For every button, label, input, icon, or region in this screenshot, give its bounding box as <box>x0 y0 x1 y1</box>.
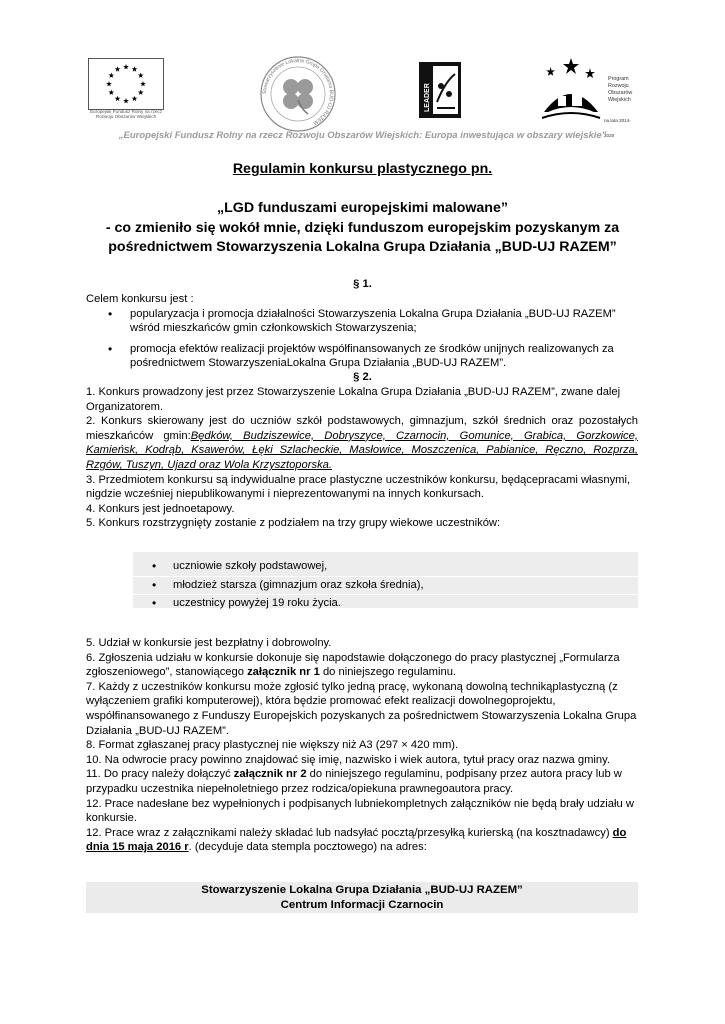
section-1-body <box>86 292 638 371</box>
list-item: • uczniowie szkoły podstawowej, <box>133 558 638 577</box>
eu-star-icon <box>123 98 129 103</box>
leader-logo <box>419 62 461 118</box>
lgd-ring-text: Stowarzyszenie Lokalna Grupa Działania BUD-UJ RAZEM <box>261 57 335 126</box>
eu-star-icon <box>115 66 121 71</box>
rule-3: 3. Przedmiotem konkursu są indywidualne prace plastyczne uczestników konkursu, będącepracami własnymi, nigdzie wcześniej niepublikowanymi i nieprezentowanymi na innych konkursach. <box>86 473 631 501</box>
leader-text: LEADER <box>424 83 431 112</box>
list-item: • promocja efektów realizacji projektów współfinansowanych ze środków unijnych realizowanych za pośrednictwem StowarzyszeniaLokalna Grupa Działania „BUD-UJ RAZEM”. <box>86 342 638 371</box>
rule-8: 8. Format zgłaszanej pracy plastycznej nie większy niż A3 (297 × 420 mm). <box>86 739 459 752</box>
address-line-1: Stowarzyszenie Lokalna Grupa Działania „BUD-UJ RAZEM” <box>201 884 523 896</box>
page-title: Regulamin konkursu plastycznego pn. <box>232 161 493 177</box>
prow-logo <box>538 56 638 138</box>
list-item: • uczestnicy powyżej 19 roku życia. <box>133 595 638 614</box>
age-groups-box <box>133 552 638 608</box>
rule-1: 1. Konkurs prowadzony jest przez Stowarzyszenie Lokalna Grupa Działania „BUD-UJ RAZEM”, zwane dalej Organizatorem. <box>86 386 621 413</box>
svg-text:Stowarzyszenie Lokalna Grupa D <box>262 58 334 126</box>
eu-flag-icon <box>88 58 164 110</box>
eu-star-icon <box>106 81 112 86</box>
list-item: • młodzież starsza (gimnazjum oraz szkoła średnia), <box>133 577 638 596</box>
rule-5b: 5. Udział w konkursie jest bezpłatny i dobrowolny. <box>86 637 332 649</box>
rule-4: 4. Konkurs jest jednoetapowy. <box>86 502 235 515</box>
rules-body <box>86 636 638 855</box>
eu-star-icon <box>132 66 138 71</box>
lgd-logo <box>258 54 338 134</box>
gminy-list: Będków, Budziszewice, Dobryszyce, Czarnocin, Gomunice, Grabica, Gorzkowice, Kamieńsk, Kodrąb, Ksawerów, Łęki Szlacheckie, Masłowice, Moszczenica, Pabianice, Ręczno, Rozprza, Rzgów, Tuszyn, Ujazd oraz Wola Krzysztoporska. <box>86 429 638 471</box>
contest-name: „LGD funduszami europejskimi malowane” <box>217 200 508 216</box>
rule-12b: 12. Prace wraz z załącznikami należy składać lub nadsyłać pocztą/przesyłką kurierską (na kosztnadawcy) do dnia 15 maja 2016 r. (decyduje data stempla pocztowego) na adres: <box>86 826 627 854</box>
section-1-heading: § 1. <box>353 278 372 290</box>
prow-years: na lata 2014-2020 <box>604 118 631 138</box>
eu-star-icon <box>140 81 146 86</box>
eu-star-icon <box>138 90 144 95</box>
goals-list <box>86 307 638 371</box>
contest-description: - co zmieniło się wokół mnie, dzięki funduszom europejskim pozyskanym za pośrednictwem Stowarzyszenia Lokalna Grupa Działania „BUD-UJ RAZEM” <box>105 219 620 256</box>
eu-star-icon <box>132 96 138 101</box>
eu-star-icon <box>115 96 121 101</box>
list-item: • popularyzacja i promocja działalności Stowarzyszenia Lokalna Grupa Działania „BUD-UJ RAZEM” wśród mieszkańców gmin członkowskich Stowarzyszenia; <box>86 307 638 336</box>
eu-logo <box>84 54 168 126</box>
address-box <box>86 882 638 913</box>
eu-star-icon <box>138 73 144 78</box>
section-2-body <box>86 385 638 531</box>
age-groups-list <box>133 558 638 614</box>
prow-text: Program Rozwoju Obszarów Wiejskich <box>608 76 633 103</box>
tagline: „Europejski Fundusz Rolny na rzecz Rozwoju Obszarów Wiejskich: Europa inwestująca w obszary wiejskie" <box>118 130 607 141</box>
rule-10: 10. Na odwrocie pracy powinno znajdować się imię, nazwisko i wiek autora, tytuł pracy oraz nazwa gminy. <box>86 753 610 766</box>
rule-5: 5. Konkurs rozstrzygnięty zostanie z podziałem na trzy grupy wiekowe uczestników: <box>86 517 501 530</box>
rule-12a: 12. Prace nadesłane bez wypełnionych i podpisanych lubniekompletnych załączników nie będą brały udziału w konkursie. <box>86 797 634 825</box>
eu-star-icon <box>123 64 129 69</box>
contest-subtitle <box>80 199 645 258</box>
eu-star-icon <box>108 73 114 78</box>
address-line-2: Centrum Informacji Czarnocin <box>280 898 444 911</box>
section-1-intro: Celem konkursu jest : <box>86 293 194 305</box>
rule-7: 7. Każdy z uczestników konkursu może zgłosić tylko jedną pracę, wykonaną dowolną technikąplastyczną (z wyłączeniem grafiki komputerowej), która będzie promować efekt realizacji dowolnegoprojektu, współfinansowanego z Funduszy Europejskich pozyskanych za pośrednictwem Stowarzyszenia Lokalna Grupa Działania „BUD-UJ RAZEM”. <box>86 680 637 737</box>
deadline: do dnia 15 maja 2016 r <box>86 826 627 854</box>
rule-6: 6. Zgłoszenia udziału w konkursie dokonuje się napodstawie dołączonego do pracy plastycznej „Formularza zgłoszeniowego”, stanowiącego załącznik nr 1 do niniejszego regulaminu. <box>86 651 620 679</box>
eu-star-icon <box>108 90 114 95</box>
eu-logo-caption: Europejski Fundusz Rolny na rzecz Rozwoju Obszarów Wiejskich <box>89 109 162 120</box>
rule-11: 11. Do pracy należy dołączyć załącznik nr 2 do niniejszego regulaminu, podpisany przez autora pracy lub w przypadku uczestnika niepełnoletniego przez rodzica/opiekuna prawnegoautora pracy. <box>86 768 622 795</box>
section-2-heading: § 2. <box>353 371 372 383</box>
rule-2: 2. Konkurs skierowany jest do uczniów szkół podstawowych, gimnazjum, szkół średnich oraz pozostałych mieszkańców gmin:Będków, Budziszewice, Dobryszyce, Czarnocin, Gomunice, Grabica, Gorzkowice, Kamieńsk, Kodrąb, Ksawerów, Łęki Szlacheckie, Masłowice, Moszczenica, Pabianice, Ręczno, Rozprza, Rzgów, Tuszyn, Ujazd oraz Wola Krzysztoporska. <box>86 415 638 471</box>
